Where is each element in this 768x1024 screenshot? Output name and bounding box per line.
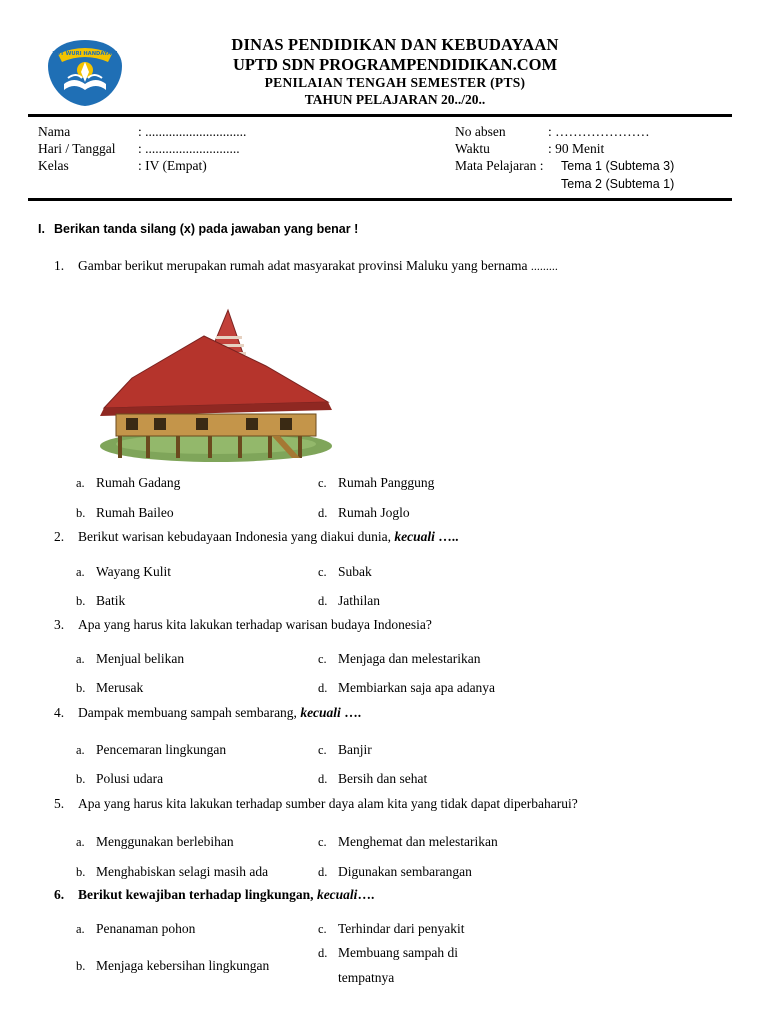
waktu-label: Waktu [455,141,490,156]
q1-option-c[interactable]: c. Rumah Panggung [318,475,435,490]
question-dots: ......... [530,259,558,273]
header-line-4: TAHUN PELAJARAN 20../20.. [304,92,486,107]
q2-option-a[interactable]: a. Wayang Kulit [76,564,172,579]
tut-wuri-handayani-logo [46,38,124,108]
question-5: 5. Apa yang harus kita lakukan terhadap sumber daya alam kita yang tidak dapat diperbaharui? [54,796,578,811]
q3-option-d[interactable]: d. Membiarkan saja apa adanya [318,680,496,695]
q5-option-b[interactable]: b. Menghabiskan selagi masih ada [76,864,269,879]
absen-value: : ………………… [548,124,650,139]
question-2: 2. Berikut warisan kebudayaan Indonesia yang diakui dunia, kecuali ….. [54,529,459,544]
question-text: Gambar berikut merupakan rumah adat masyarakat provinsi Maluku yang bernama [78,258,531,273]
q4-option-d[interactable]: d. Bersih dan sehat [318,771,428,786]
mapel-label: Mata Pelajaran : [455,158,544,173]
question-number: 1. [54,258,65,273]
waktu-value: : 90 Menit [548,141,605,156]
q4-option-c[interactable]: c. Banjir [318,742,372,757]
q4-option-b[interactable]: b. Polusi udara [76,771,164,786]
mapel-value-2: Tema 2 (Subtema 1) [561,177,675,191]
q5-option-c[interactable]: c. Menghemat dan melestarikan [318,834,498,849]
q3-option-a[interactable]: a. Menjual belikan [76,651,185,666]
nama-value: : .............................. [138,124,247,139]
q3-option-c[interactable]: c. Menjaga dan melestarikan [318,651,481,666]
q4-option-a[interactable]: a. Pencemaran lingkungan [76,742,227,757]
q6-option-d[interactable]: d. Membuang sampah di [318,945,458,960]
header-rule-top [28,114,732,117]
mapel-value-1: Tema 1 (Subtema 3) [561,159,675,173]
hari-value: : ............................ [138,141,240,156]
hari-label: Hari / Tanggal [38,141,116,156]
section-instruction: Berikan tanda silang (x) pada jawaban yang benar ! [54,222,359,236]
q2-option-b[interactable]: b. Batik [76,593,126,608]
header-line-3: PENILAIAN TENGAH SEMESTER (PTS) [264,75,526,90]
svg-text:TUT WURI HANDAYANI: TUT WURI HANDAYANI [52,51,118,57]
q6-option-d-continued: tempatnya [338,970,395,985]
question-3: 3. Apa yang harus kita lakukan terhadap warisan budaya Indonesia? [54,617,432,632]
q1-option-a[interactable]: a. Rumah Gadang [76,475,181,490]
q6-option-c[interactable]: c. Terhindar dari penyakit [318,921,465,936]
question-1 [54,258,558,274]
header-rule-bottom [28,198,732,201]
question-6: 6. Berikut kewajiban terhadap lingkungan, kecuali…. [54,887,375,902]
q2-option-d[interactable]: d. Jathilan [318,593,380,608]
q5-option-a[interactable]: a. Menggunakan berlebihan [76,834,234,849]
q6-option-a[interactable]: a. Penanaman pohon [76,921,196,936]
q6-option-b[interactable]: b. Menjaga kebersihan lingkungan [76,958,270,973]
q5-option-d[interactable]: d. Digunakan sembarangan [318,864,472,879]
section-number: I. [38,222,45,236]
q1-option-d[interactable]: d. Rumah Joglo [318,505,410,520]
q1-option-b[interactable]: b. Rumah Baileo [76,505,174,520]
rumah-baileo-illustration [96,306,336,466]
nama-label: Nama [38,124,71,139]
header-line-1: DINAS PENDIDIKAN DAN KEBUDAYAAN [231,35,559,54]
section-title [38,222,358,236]
absen-label: No absen [455,124,506,139]
header-line-2: UPTD SDN PROGRAMPENDIDIKAN.COM [232,55,558,74]
q3-option-b[interactable]: b. Merusak [76,680,144,695]
question-4: 4. Dampak membuang sampah sembarang, kecuali …. [54,705,362,720]
kelas-value: : IV (Empat) [138,158,207,173]
kelas-label: Kelas [38,158,69,173]
q2-option-c[interactable]: c. Subak [318,564,372,579]
